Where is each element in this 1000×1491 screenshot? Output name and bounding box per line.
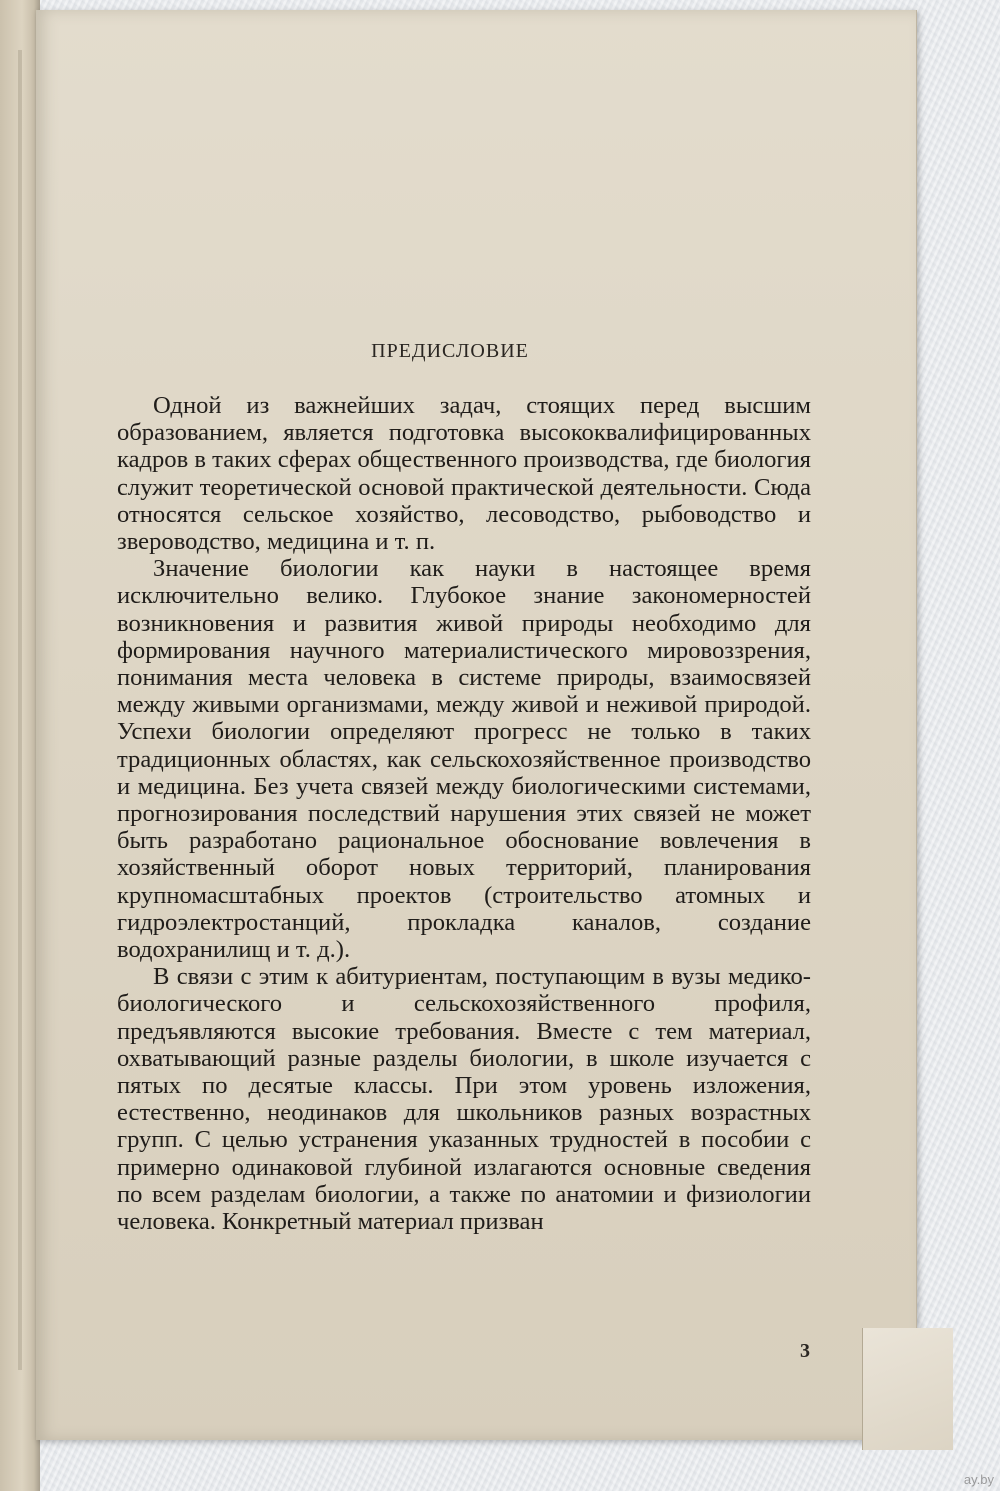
page-number: 3 bbox=[800, 1340, 810, 1362]
left-page-shadow bbox=[18, 50, 22, 1370]
paragraph-3: В связи с этим к абитуриентам, поступающим в вузы медико-биологического и сельскохозяйственного профиля, предъявляются высокие требования. Вместе с тем материал, охватывающий разные разделы биологии, в школе изучается с пятых по десятые классы. При этом уровень изложения, естественно, неодинаков для школьников разных возрастных групп. С целью устранения указанных трудностей в пособии с примерно одинаковой глубиной излагаются основные сведения по всем разделам биологии, а также по анатомии и физиологии человека. Конкретный материал призван bbox=[117, 963, 811, 1236]
left-page-edge bbox=[0, 0, 40, 1491]
watermark: ay.by bbox=[963, 1472, 994, 1487]
paragraph-2: Значение биологии как науки в настоящее время исключительно велико. Глубокое знание закономерностей возникновения и развития живой природы необходимо для формирования научного материалистического мировоззрения, понимания места человека в системе природы, взаимосвязей между живыми организмами, между живой и неживой природой. Успехи биологии определяют прогресс не только в таких традиционных областях, как сельскохозяйственное производство и медицина. Без учета связей между биологическими системами, прогнозирования последствий нарушения этих связей не может быть разработано рациональное обоснование вовлечения в хозяйственный оборот новых территорий, планирования крупномасштабных проектов (строительство атомных и гидроэлектростанций, прокладка каналов, создание водохранилищ и т. д.). bbox=[117, 555, 811, 964]
page-heading: ПРЕДИСЛОВИЕ bbox=[371, 340, 529, 362]
paragraph-1: Одной из важнейших задач, стоящих перед высшим образованием, является подготовка высококвалифицированных кадров в таких сферах общественного производства, где биология служит теоретической основой практической деятельности. Сюда относятся сельское хозяйство, лесоводство, рыбоводство и звероводство, медицина и т. п. bbox=[117, 392, 811, 556]
body-text bbox=[117, 392, 811, 1235]
page-corner-fold bbox=[862, 1328, 953, 1450]
